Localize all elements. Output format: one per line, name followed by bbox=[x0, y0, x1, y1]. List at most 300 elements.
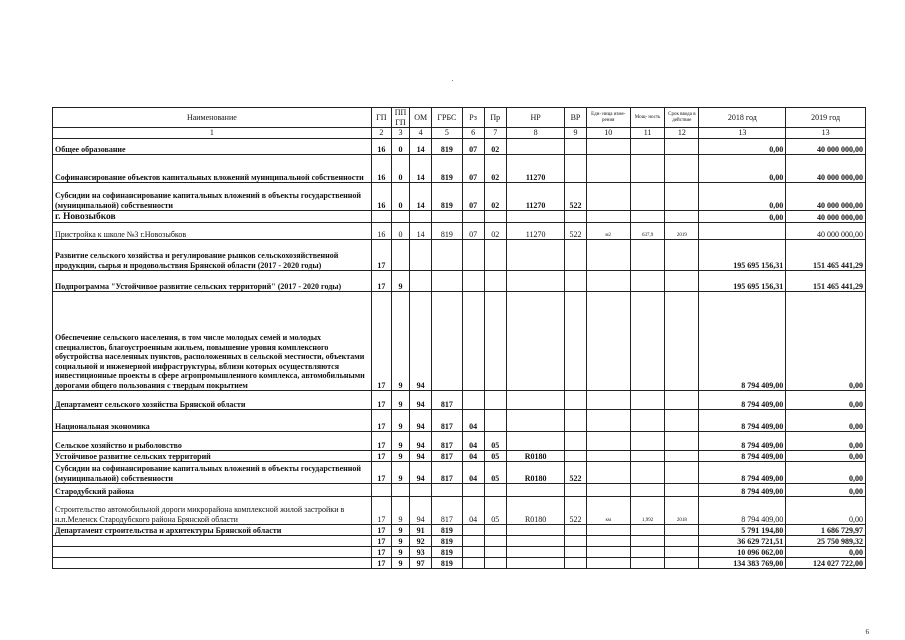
cell-term bbox=[665, 484, 699, 497]
cell-name: Субсидии на софинансирование капитальных вложений в объекты государственной (муниципальной) собственности bbox=[53, 183, 372, 211]
cell-term bbox=[665, 240, 699, 271]
cell-power bbox=[630, 432, 664, 451]
cell-om bbox=[410, 271, 432, 292]
cell-gp bbox=[371, 211, 391, 223]
col-header-rz: Рз bbox=[462, 108, 484, 128]
cell-gp: 17 bbox=[371, 525, 391, 536]
cell-ppgp bbox=[391, 240, 409, 271]
cell-gp: 17 bbox=[371, 240, 391, 271]
cell-pr bbox=[484, 211, 506, 223]
cell-om: 94 bbox=[410, 462, 432, 484]
cell-term bbox=[665, 183, 699, 211]
cell-grbs: 817 bbox=[432, 451, 462, 462]
column-number-cell: 10 bbox=[586, 128, 630, 139]
cell-unit bbox=[586, 410, 630, 432]
cell-name: Национальная экономика bbox=[53, 410, 372, 432]
cell-ppgp: 9 bbox=[391, 525, 409, 536]
cell-vr bbox=[565, 410, 586, 432]
cell-gp: 17 bbox=[371, 558, 391, 569]
column-number-cell: 9 bbox=[565, 128, 586, 139]
cell-om: 94 bbox=[410, 391, 432, 410]
cell-y2018: 8 794 409,00 bbox=[699, 497, 786, 525]
cell-gp: 17 bbox=[371, 292, 391, 391]
cell-pr: 05 bbox=[484, 432, 506, 451]
cell-term bbox=[665, 432, 699, 451]
cell-unit: км bbox=[586, 497, 630, 525]
col-header-vr: ВР bbox=[565, 108, 586, 128]
cell-pr: 05 bbox=[484, 497, 506, 525]
cell-unit bbox=[586, 451, 630, 462]
cell-pr: 02 bbox=[484, 183, 506, 211]
cell-pr bbox=[484, 484, 506, 497]
table-row bbox=[53, 391, 866, 410]
cell-term bbox=[665, 211, 699, 223]
cell-unit bbox=[586, 547, 630, 558]
column-number-cell: 13 bbox=[699, 128, 786, 139]
cell-y2019: 0,00 bbox=[786, 462, 866, 484]
cell-rz bbox=[462, 525, 484, 536]
cell-y2018: 36 629 721,51 bbox=[699, 536, 786, 547]
cell-y2018: 8 794 409,00 bbox=[699, 410, 786, 432]
table-row bbox=[53, 410, 866, 432]
cell-unit bbox=[586, 536, 630, 547]
cell-om bbox=[410, 484, 432, 497]
cell-vr: 522 bbox=[565, 497, 586, 525]
cell-rz: 07 bbox=[462, 223, 484, 240]
table-row bbox=[53, 525, 866, 536]
column-number-cell: 1 bbox=[53, 128, 372, 139]
table-row bbox=[53, 451, 866, 462]
cell-ppgp bbox=[391, 484, 409, 497]
cell-np bbox=[506, 558, 565, 569]
cell-y2018: 8 794 409,00 bbox=[699, 484, 786, 497]
cell-ppgp: 9 bbox=[391, 292, 409, 391]
table-row bbox=[53, 139, 866, 155]
cell-om: 94 bbox=[410, 410, 432, 432]
cell-pr bbox=[484, 536, 506, 547]
header-row bbox=[53, 108, 866, 128]
cell-unit bbox=[586, 183, 630, 211]
cell-term bbox=[665, 391, 699, 410]
cell-grbs: 817 bbox=[432, 391, 462, 410]
col-header-term: Срок ввода в действие bbox=[665, 108, 699, 128]
cell-term: 2018 bbox=[665, 497, 699, 525]
cell-name: Софинансирование объектов капитальных вложений муниципальной собственности bbox=[53, 155, 372, 183]
cell-gp: 17 bbox=[371, 462, 391, 484]
cell-gp: 17 bbox=[371, 451, 391, 462]
cell-y2019: 1 686 729,97 bbox=[786, 525, 866, 536]
cell-rz bbox=[462, 536, 484, 547]
cell-om bbox=[410, 211, 432, 223]
cell-y2019: 40 000 000,00 bbox=[786, 155, 866, 183]
cell-rz: 07 bbox=[462, 155, 484, 183]
cell-grbs: 819 bbox=[432, 155, 462, 183]
cell-vr bbox=[565, 451, 586, 462]
table-row bbox=[53, 211, 866, 223]
cell-ppgp: 9 bbox=[391, 558, 409, 569]
cell-y2019: 25 750 989,32 bbox=[786, 536, 866, 547]
cell-y2019: 40 000 000,00 bbox=[786, 183, 866, 211]
table-row bbox=[53, 183, 866, 211]
column-number-cell: 4 bbox=[410, 128, 432, 139]
cell-name bbox=[53, 536, 372, 547]
cell-gp: 17 bbox=[371, 547, 391, 558]
cell-pr: 02 bbox=[484, 223, 506, 240]
cell-rz bbox=[462, 211, 484, 223]
cell-rz: 04 bbox=[462, 432, 484, 451]
cell-gp bbox=[371, 484, 391, 497]
cell-gp: 17 bbox=[371, 536, 391, 547]
cell-om: 14 bbox=[410, 183, 432, 211]
cell-om: 94 bbox=[410, 497, 432, 525]
cell-name: Устойчивое развитие сельских территорий bbox=[53, 451, 372, 462]
cell-y2018 bbox=[699, 223, 786, 240]
cell-grbs bbox=[432, 484, 462, 497]
cell-pr bbox=[484, 558, 506, 569]
column-number-cell: 11 bbox=[630, 128, 664, 139]
cell-vr bbox=[565, 139, 586, 155]
cell-np: R0180 bbox=[506, 462, 565, 484]
page-number: 6 bbox=[865, 628, 869, 636]
col-header-2018: 2018 год bbox=[699, 108, 786, 128]
cell-unit bbox=[586, 432, 630, 451]
budget-table-sheet bbox=[52, 107, 866, 569]
cell-gp: 16 bbox=[371, 139, 391, 155]
cell-ppgp: 0 bbox=[391, 183, 409, 211]
col-header-np: НР bbox=[506, 108, 565, 128]
table-row bbox=[53, 271, 866, 292]
column-number-cell: 7 bbox=[484, 128, 506, 139]
cell-y2019: 0,00 bbox=[786, 432, 866, 451]
cell-np: 11270 bbox=[506, 183, 565, 211]
cell-om: 14 bbox=[410, 139, 432, 155]
cell-ppgp: 9 bbox=[391, 536, 409, 547]
cell-vr bbox=[565, 558, 586, 569]
cell-om: 93 bbox=[410, 547, 432, 558]
cell-grbs: 819 bbox=[432, 547, 462, 558]
cell-rz: 04 bbox=[462, 462, 484, 484]
cell-grbs: 819 bbox=[432, 183, 462, 211]
cell-unit bbox=[586, 211, 630, 223]
cell-power bbox=[630, 451, 664, 462]
cell-vr bbox=[565, 525, 586, 536]
cell-om: 91 bbox=[410, 525, 432, 536]
cell-om: 97 bbox=[410, 558, 432, 569]
cell-np bbox=[506, 410, 565, 432]
cell-vr: 522 bbox=[565, 183, 586, 211]
cell-power: 637,9 bbox=[630, 223, 664, 240]
cell-name: Строительство автомобильной дороги микрорайона комплексной жилой застройки в н.п.Меленск Стародубского района Брянской области bbox=[53, 497, 372, 525]
cell-np bbox=[506, 391, 565, 410]
cell-name: Сельское хозяйство и рыболовство bbox=[53, 432, 372, 451]
cell-unit bbox=[586, 525, 630, 536]
cell-y2019: 0,00 bbox=[786, 497, 866, 525]
table-row bbox=[53, 292, 866, 391]
cell-grbs: 817 bbox=[432, 497, 462, 525]
cell-ppgp: 9 bbox=[391, 391, 409, 410]
cell-rz bbox=[462, 558, 484, 569]
column-number-cell: 5 bbox=[432, 128, 462, 139]
cell-power bbox=[630, 155, 664, 183]
cell-rz bbox=[462, 271, 484, 292]
cell-y2018: 5 791 194,80 bbox=[699, 525, 786, 536]
cell-y2019: 0,00 bbox=[786, 391, 866, 410]
cell-y2019: 0,00 bbox=[786, 547, 866, 558]
col-header-gp: ГП bbox=[371, 108, 391, 128]
cell-power bbox=[630, 211, 664, 223]
cell-power bbox=[630, 536, 664, 547]
cell-pr: 05 bbox=[484, 451, 506, 462]
col-header-ppgp: ППГП bbox=[391, 108, 409, 128]
cell-ppgp: 0 bbox=[391, 139, 409, 155]
cell-vr bbox=[565, 547, 586, 558]
cell-gp: 17 bbox=[371, 497, 391, 525]
cell-name: Обеспечение сельского населения, в том числе молодых семей и молодых специалистов, благоустроенным жильем, повышение уровня комплексного обустройства населенных пунктов, расположенных в сельской местности, объектами социальной и инженерной инфраструктуры, вблизи которых осуществляются инвестиционные проекты в сфере агропромышленного комплекса, автомобильными дорогами общего пользования с твердым покрытием bbox=[53, 292, 372, 391]
cell-gp: 17 bbox=[371, 391, 391, 410]
cell-np: 11270 bbox=[506, 223, 565, 240]
scan-speck bbox=[452, 80, 453, 81]
cell-np bbox=[506, 547, 565, 558]
cell-vr bbox=[565, 432, 586, 451]
cell-term bbox=[665, 155, 699, 183]
column-number-cell: 6 bbox=[462, 128, 484, 139]
cell-y2019: 0,00 bbox=[786, 484, 866, 497]
cell-y2019: 0,00 bbox=[786, 410, 866, 432]
cell-np bbox=[506, 432, 565, 451]
cell-grbs: 819 bbox=[432, 223, 462, 240]
cell-y2018: 8 794 409,00 bbox=[699, 391, 786, 410]
cell-term bbox=[665, 271, 699, 292]
cell-grbs: 817 bbox=[432, 410, 462, 432]
table-row bbox=[53, 536, 866, 547]
table-row bbox=[53, 497, 866, 525]
cell-pr: 02 bbox=[484, 139, 506, 155]
cell-gp: 16 bbox=[371, 223, 391, 240]
col-header-grbs: ГРБС bbox=[432, 108, 462, 128]
cell-unit bbox=[586, 558, 630, 569]
cell-pr bbox=[484, 525, 506, 536]
cell-ppgp: 0 bbox=[391, 155, 409, 183]
cell-y2019: 151 465 441,29 bbox=[786, 271, 866, 292]
cell-np bbox=[506, 525, 565, 536]
cell-grbs: 819 bbox=[432, 525, 462, 536]
cell-term: 2019 bbox=[665, 223, 699, 240]
cell-term bbox=[665, 451, 699, 462]
cell-np bbox=[506, 211, 565, 223]
cell-ppgp: 9 bbox=[391, 462, 409, 484]
cell-np bbox=[506, 240, 565, 271]
cell-np bbox=[506, 292, 565, 391]
cell-pr bbox=[484, 292, 506, 391]
cell-om: 14 bbox=[410, 223, 432, 240]
cell-np bbox=[506, 271, 565, 292]
cell-vr: 522 bbox=[565, 223, 586, 240]
cell-unit bbox=[586, 484, 630, 497]
cell-y2019: 40 000 000,00 bbox=[786, 139, 866, 155]
cell-gp: 17 bbox=[371, 410, 391, 432]
cell-term bbox=[665, 536, 699, 547]
cell-unit: м2 bbox=[586, 223, 630, 240]
cell-grbs: 819 bbox=[432, 139, 462, 155]
cell-unit bbox=[586, 240, 630, 271]
cell-power bbox=[630, 525, 664, 536]
cell-name: Стародубский района bbox=[53, 484, 372, 497]
cell-name bbox=[53, 558, 372, 569]
table-row bbox=[53, 155, 866, 183]
budget-table bbox=[52, 107, 866, 569]
cell-y2019: 0,00 bbox=[786, 292, 866, 391]
cell-pr bbox=[484, 547, 506, 558]
column-number-cell: 13 bbox=[786, 128, 866, 139]
cell-term bbox=[665, 410, 699, 432]
cell-unit bbox=[586, 462, 630, 484]
cell-np: R0180 bbox=[506, 497, 565, 525]
cell-power bbox=[630, 292, 664, 391]
cell-om: 94 bbox=[410, 292, 432, 391]
cell-power: 1,992 bbox=[630, 497, 664, 525]
cell-y2018: 0,00 bbox=[699, 155, 786, 183]
cell-vr bbox=[565, 292, 586, 391]
column-number-cell: 8 bbox=[506, 128, 565, 139]
cell-y2019: 124 027 722,00 bbox=[786, 558, 866, 569]
cell-rz: 07 bbox=[462, 139, 484, 155]
cell-name: г. Новозыбков bbox=[53, 211, 372, 223]
cell-name: Развитие сельского хозяйства и регулирование рынков сельскохозяйственной продукции, сырья и продовольствия Брянской области (2017 - 2020 годы) bbox=[53, 240, 372, 271]
col-header-pr: Пр bbox=[484, 108, 506, 128]
cell-om: 14 bbox=[410, 155, 432, 183]
cell-power bbox=[630, 139, 664, 155]
cell-name: Департамент строительства и архитектуры Брянской области bbox=[53, 525, 372, 536]
cell-rz bbox=[462, 391, 484, 410]
cell-np bbox=[506, 139, 565, 155]
cell-unit bbox=[586, 139, 630, 155]
cell-rz: 04 bbox=[462, 497, 484, 525]
cell-y2019: 40 000 000,00 bbox=[786, 223, 866, 240]
cell-grbs: 819 bbox=[432, 558, 462, 569]
column-number-cell: 2 bbox=[371, 128, 391, 139]
cell-power bbox=[630, 183, 664, 211]
cell-name: Общее образование bbox=[53, 139, 372, 155]
cell-name: Подпрограмма "Устойчивое развитие сельских территорий" (2017 - 2020 годы) bbox=[53, 271, 372, 292]
cell-vr bbox=[565, 391, 586, 410]
col-header-unit: Еди- ница изме- рения bbox=[586, 108, 630, 128]
cell-np bbox=[506, 536, 565, 547]
cell-gp: 16 bbox=[371, 155, 391, 183]
cell-grbs bbox=[432, 211, 462, 223]
cell-y2018: 8 794 409,00 bbox=[699, 432, 786, 451]
cell-power bbox=[630, 484, 664, 497]
col-header-power: Мощ- ность bbox=[630, 108, 664, 128]
cell-y2018: 0,00 bbox=[699, 139, 786, 155]
cell-ppgp: 0 bbox=[391, 223, 409, 240]
cell-ppgp: 9 bbox=[391, 271, 409, 292]
cell-term bbox=[665, 547, 699, 558]
cell-np: R0180 bbox=[506, 451, 565, 462]
cell-grbs bbox=[432, 271, 462, 292]
cell-pr: 02 bbox=[484, 155, 506, 183]
cell-pr bbox=[484, 410, 506, 432]
cell-y2019: 151 465 441,29 bbox=[786, 240, 866, 271]
table-row bbox=[53, 462, 866, 484]
cell-y2018: 8 794 409,00 bbox=[699, 292, 786, 391]
column-number-row bbox=[53, 128, 866, 139]
column-number-cell: 12 bbox=[665, 128, 699, 139]
cell-gp: 17 bbox=[371, 432, 391, 451]
cell-power bbox=[630, 462, 664, 484]
cell-y2018: 195 695 156,31 bbox=[699, 271, 786, 292]
cell-pr bbox=[484, 271, 506, 292]
cell-name: Пристройка к школе №3 г.Новозыбков bbox=[53, 223, 372, 240]
cell-ppgp: 9 bbox=[391, 497, 409, 525]
cell-gp: 16 bbox=[371, 183, 391, 211]
cell-term bbox=[665, 462, 699, 484]
cell-power bbox=[630, 558, 664, 569]
cell-power bbox=[630, 271, 664, 292]
cell-unit bbox=[586, 271, 630, 292]
cell-om: 94 bbox=[410, 432, 432, 451]
cell-vr bbox=[565, 155, 586, 183]
col-header-name: Наименование bbox=[53, 108, 372, 128]
table-row bbox=[53, 484, 866, 497]
cell-term bbox=[665, 292, 699, 391]
cell-y2018: 134 383 769,00 bbox=[699, 558, 786, 569]
cell-pr: 05 bbox=[484, 462, 506, 484]
table-row bbox=[53, 547, 866, 558]
cell-power bbox=[630, 547, 664, 558]
cell-np bbox=[506, 484, 565, 497]
column-number-cell: 3 bbox=[391, 128, 409, 139]
cell-unit bbox=[586, 155, 630, 183]
cell-ppgp: 9 bbox=[391, 432, 409, 451]
cell-pr bbox=[484, 391, 506, 410]
cell-y2018: 195 695 156,31 bbox=[699, 240, 786, 271]
cell-grbs: 817 bbox=[432, 432, 462, 451]
cell-rz: 07 bbox=[462, 183, 484, 211]
table-body bbox=[53, 139, 866, 569]
cell-unit bbox=[586, 391, 630, 410]
cell-grbs: 817 bbox=[432, 462, 462, 484]
cell-grbs bbox=[432, 240, 462, 271]
cell-term bbox=[665, 139, 699, 155]
cell-ppgp: 9 bbox=[391, 451, 409, 462]
cell-om bbox=[410, 240, 432, 271]
cell-power bbox=[630, 391, 664, 410]
cell-name: Субсидии на софинансирование капитальных вложений в объекты государственной (муниципальной) собственности bbox=[53, 462, 372, 484]
cell-gp: 17 bbox=[371, 271, 391, 292]
cell-power bbox=[630, 410, 664, 432]
cell-vr: 522 bbox=[565, 462, 586, 484]
col-header-om: ОМ bbox=[410, 108, 432, 128]
cell-y2018: 10 096 062,00 bbox=[699, 547, 786, 558]
cell-rz: 04 bbox=[462, 410, 484, 432]
cell-y2018: 0,00 bbox=[699, 211, 786, 223]
cell-term bbox=[665, 525, 699, 536]
cell-rz bbox=[462, 240, 484, 271]
cell-name: Департамент сельского хозяйства Брянской области bbox=[53, 391, 372, 410]
cell-grbs: 819 bbox=[432, 536, 462, 547]
cell-y2019: 40 000 000,00 bbox=[786, 211, 866, 223]
cell-ppgp bbox=[391, 211, 409, 223]
cell-pr bbox=[484, 240, 506, 271]
cell-om: 94 bbox=[410, 451, 432, 462]
cell-term bbox=[665, 558, 699, 569]
cell-vr bbox=[565, 240, 586, 271]
table-row bbox=[53, 240, 866, 271]
cell-y2018: 8 794 409,00 bbox=[699, 451, 786, 462]
cell-name bbox=[53, 547, 372, 558]
col-header-2019: 2019 год bbox=[786, 108, 866, 128]
cell-vr bbox=[565, 271, 586, 292]
